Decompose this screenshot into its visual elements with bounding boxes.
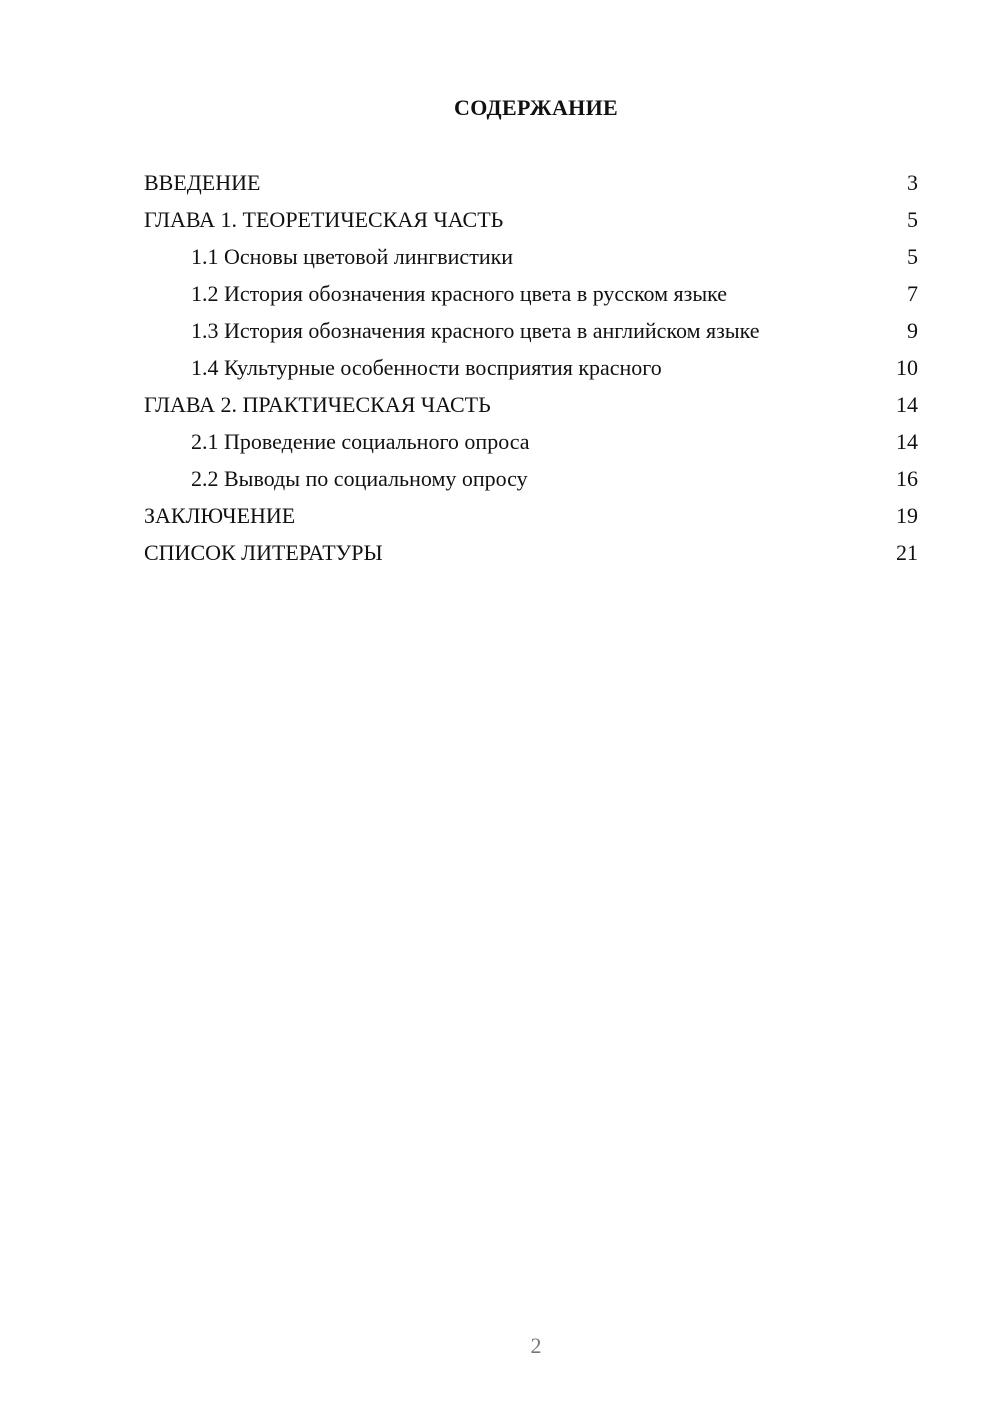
toc-entry-chapter-2[interactable] bbox=[144, 391, 918, 419]
toc-entry-section-2-2[interactable] bbox=[144, 465, 918, 493]
toc-entry-bibliography[interactable] bbox=[144, 539, 918, 567]
toc-entry-label: 1.4 Культурные особенности восприятия красного bbox=[191, 355, 662, 380]
toc-entry-section-1-3[interactable] bbox=[144, 317, 918, 345]
toc-entry-page: 5 bbox=[907, 244, 918, 269]
table-of-contents bbox=[144, 169, 918, 576]
toc-entry-section-1-2[interactable] bbox=[144, 280, 918, 308]
toc-entry-chapter-1[interactable] bbox=[144, 206, 918, 234]
toc-entry-page: 16 bbox=[896, 466, 918, 491]
toc-title: СОДЕРЖАНИЕ bbox=[454, 95, 618, 120]
toc-entry-page: 5 bbox=[907, 207, 918, 232]
toc-entry-label: 1.2 История обозначения красного цвета в русском языке bbox=[191, 281, 728, 306]
toc-entry-introduction[interactable] bbox=[144, 169, 918, 197]
toc-entry-label: СПИСОК ЛИТЕРАТУРЫ bbox=[144, 540, 383, 565]
toc-entry-section-1-1[interactable] bbox=[144, 243, 918, 271]
toc-entry-section-1-4[interactable] bbox=[144, 354, 918, 382]
toc-entry-page: 14 bbox=[896, 429, 918, 454]
toc-entry-label: 2.2 Выводы по социальному опросу bbox=[191, 466, 528, 491]
toc-entry-page: 10 bbox=[896, 355, 918, 380]
toc-entry-page: 9 bbox=[907, 318, 918, 343]
toc-entry-page: 19 bbox=[896, 503, 918, 528]
toc-entry-label: 2.1 Проведение социального опроса bbox=[191, 429, 530, 454]
toc-entry-label: ВВЕДЕНИЕ bbox=[144, 170, 261, 195]
toc-entry-page: 14 bbox=[896, 392, 918, 417]
toc-entry-section-2-1[interactable] bbox=[144, 428, 918, 456]
toc-entry-label: ГЛАВА 2. ПРАКТИЧЕСКАЯ ЧАСТЬ bbox=[144, 392, 491, 417]
toc-entry-label: ЗАКЛЮЧЕНИЕ bbox=[144, 503, 296, 528]
toc-entry-page: 21 bbox=[896, 540, 918, 565]
toc-entry-conclusion[interactable] bbox=[144, 502, 918, 530]
toc-entry-label: 1.3 История обозначения красного цвета в английском языке bbox=[191, 318, 760, 343]
toc-entry-page: 3 bbox=[907, 170, 918, 195]
toc-entry-page: 7 bbox=[907, 281, 918, 306]
page-number: 2 bbox=[530, 1333, 542, 1358]
toc-entry-label: ГЛАВА 1. ТЕОРЕТИЧЕСКАЯ ЧАСТЬ bbox=[144, 207, 504, 232]
toc-entry-label: 1.1 Основы цветовой лингвистики bbox=[191, 244, 514, 269]
